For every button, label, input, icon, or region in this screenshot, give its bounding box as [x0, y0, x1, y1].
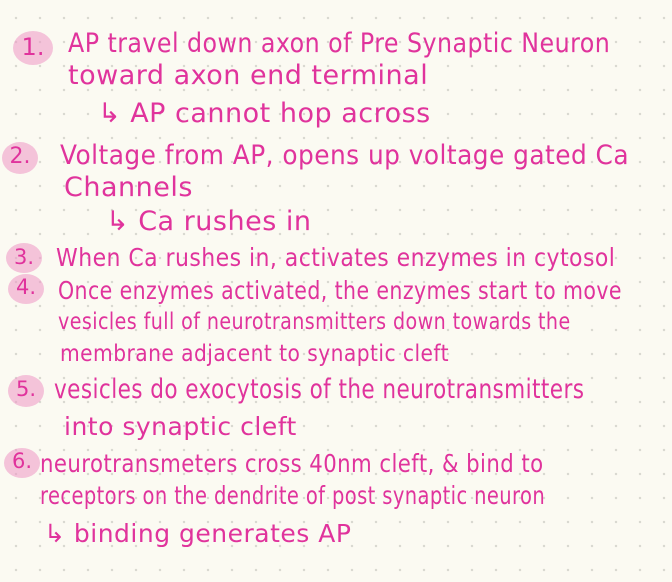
step-3-line-1: When Ca rushes in, activates enzymes in cytosol [56, 243, 616, 272]
step-1-number: 1. [21, 33, 45, 61]
step-5-line-2: into synaptic cleft [64, 412, 297, 441]
step-1-subnote: ↳ AP cannot hop across [98, 98, 431, 129]
step-4-number-circle [8, 274, 44, 304]
step-4-line-3: membrane adjacent to synaptic cleft [60, 341, 450, 367]
step-1-line-1: AP travel down axon of Pre Synaptic Neuron [68, 28, 611, 59]
step-2-number-circle [2, 142, 38, 174]
step-6-line-1: neurotransmeters cross 40nm cleft, & bind to [40, 449, 544, 478]
step-5-number: 5. [15, 377, 37, 401]
step-6-number: 6. [11, 449, 33, 473]
step-3-number: 3. [13, 245, 35, 269]
step-6-number-circle [4, 448, 40, 478]
step-3-number-circle [6, 243, 42, 273]
step-4-line-1: Once enzymes activated, the enzymes start to move [58, 276, 622, 305]
step-6-line-2: receptors on the dendrite of post synaptic neuron [40, 481, 546, 510]
step-2-line-2: Channels [64, 172, 193, 203]
step-2-subnote: ↳ Ca rushes in [106, 206, 312, 237]
step-4-number: 4. [15, 275, 37, 299]
step-1-number-circle [13, 31, 53, 65]
step-2-number: 2. [9, 144, 31, 169]
step-6-subnote: ↳ binding generates AP [44, 519, 352, 548]
step-4-line-2: vesicles full of neurotransmitters down towards the [58, 309, 571, 335]
step-1-line-2: toward axon end terminal [68, 60, 429, 91]
step-2-line-1: Voltage from AP, opens up voltage gated Ca [60, 140, 630, 171]
step-5-number-circle [8, 375, 44, 407]
step-5-line-1: vesicles do exocytosis of the neurotransmitters [54, 374, 585, 405]
